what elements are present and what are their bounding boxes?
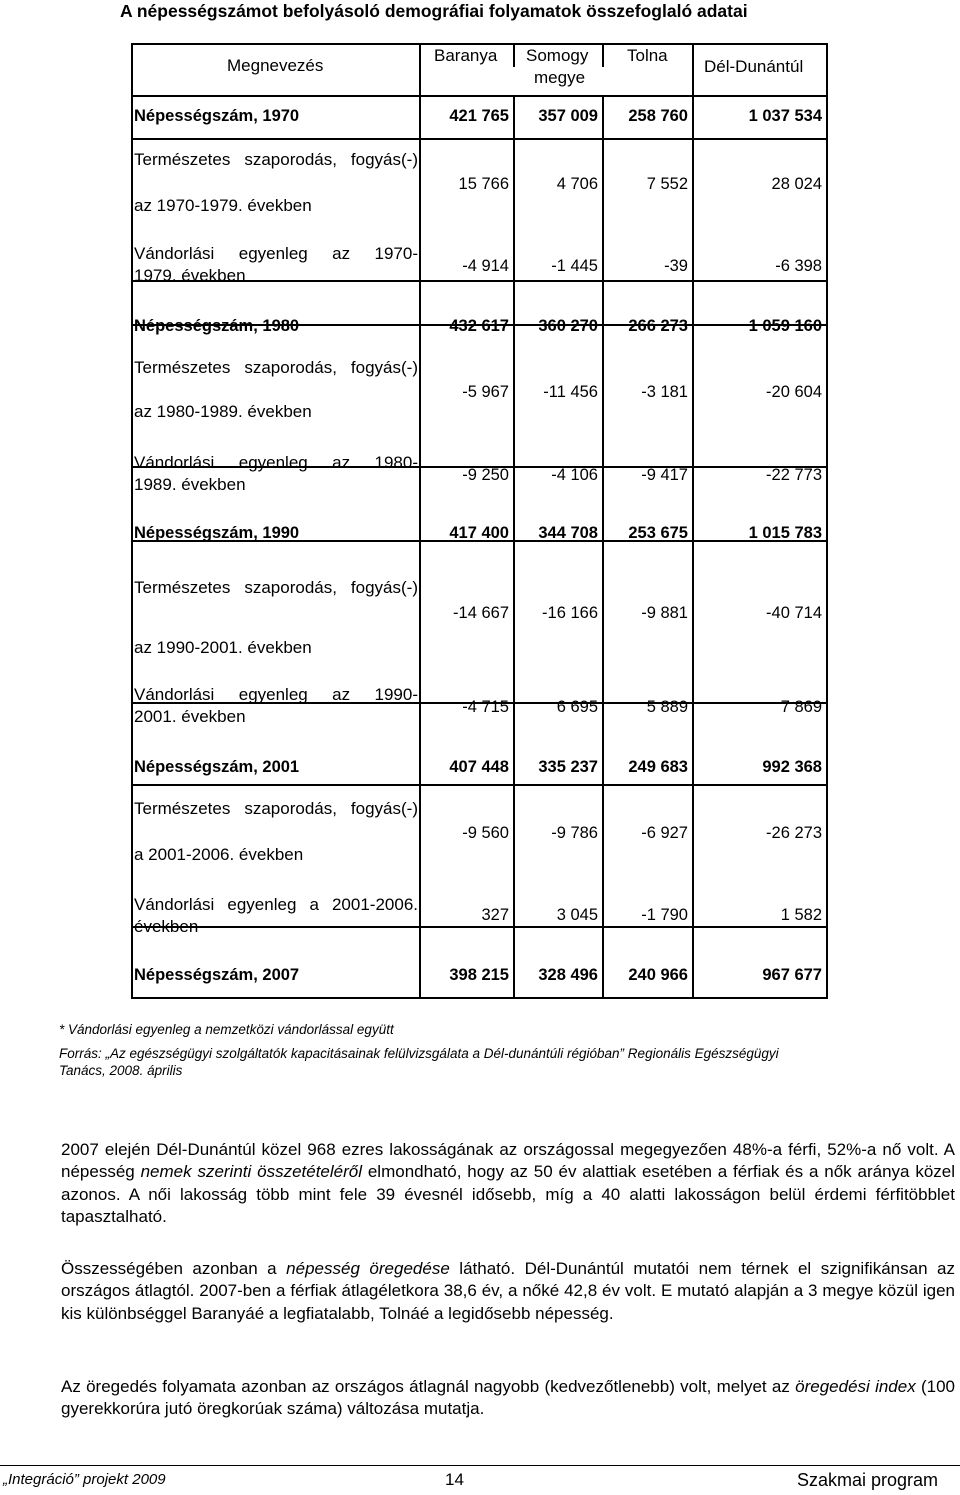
paragraph-1 [61,1139,955,1228]
row-label-line-2: az 1980-1989. években [134,402,312,421]
footer-rule [0,1465,960,1466]
table-cell: -39 [664,257,688,275]
p3-italic: öregedési index [795,1377,916,1396]
table-vline [692,95,694,999]
table-vline [602,43,604,67]
table-cell: 1 582 [780,906,822,924]
table-cell: 967 677 [762,966,822,984]
table-cell: -6 398 [775,257,822,275]
p2-italic: népesség öregedése [286,1259,450,1278]
row-label-line-2: az 1990-2001. években [134,638,312,657]
table-cell: 407 448 [449,758,509,776]
table-cell: 7 869 [780,698,822,716]
table-cell: 253 675 [628,524,688,542]
table-vline [692,43,694,95]
row-label-line-1: Vándorlási egyenleg az 1990- [134,685,418,704]
table-cell: -9 417 [641,466,688,484]
row-label-line-1: Természetes szaporodás, fogyás(-) [134,578,418,597]
row-label-line-1: Természetes szaporodás, fogyás(-) [134,150,418,169]
table-hline [131,43,828,45]
header-somogy: Somogy [526,46,589,65]
table-cell: 357 009 [538,107,598,125]
table-hline [131,784,828,786]
row-label: Népességszám, 2007 [134,966,300,984]
table-cell: 28 024 [771,175,822,193]
table-cell: 4 706 [556,175,598,193]
table-hline [131,997,828,999]
table-cell: 328 496 [538,966,598,984]
row-label: Népességszám, 1970 [134,107,300,125]
source-line-2: Tanács, 2008. április [59,1063,183,1078]
table-cell: 266 273 [628,317,688,335]
table-vline [513,43,515,67]
table-cell: 258 760 [628,107,688,125]
p1-text-a: 2007 elején Dél-Dunántúl közel 968 ezres lakosságának az országossal megegyezően 48%-a férfi, 52%-a nő volt. A népesség [61,1140,955,1182]
page-title: A népességszámot befolyásoló demográfiai folyamatok összefoglaló adatai [120,1,748,21]
table-cell: -1 445 [551,257,598,275]
table-cell: 360 270 [538,317,598,335]
footer-project: „Integráció” projekt 2009 [3,1471,166,1488]
table-cell: 3 045 [556,906,598,924]
table-cell: 7 552 [646,175,688,193]
table-cell: -4 715 [462,698,509,716]
table-cell: 1 059 160 [748,317,822,335]
row-label: Népességszám, 1980 [134,317,300,335]
row-label-line-1: Természetes szaporodás, fogyás(-) [134,799,418,818]
table-cell: 417 400 [449,524,509,542]
table-hline [131,138,828,140]
source-note [59,1045,939,1079]
data-table [131,43,828,998]
row-label-line-1: Vándorlási egyenleg a 2001-2006. [134,895,418,914]
table-cell: -20 604 [766,383,822,401]
p1-italic: nemek szerinti összetételéről [140,1162,363,1182]
header-megye: megye [534,68,586,87]
table-cell: -9 250 [462,466,509,484]
row-label-line-2: az 1970-1979. években [134,196,312,215]
table-cell: 335 237 [538,758,598,776]
table-hline [131,95,828,97]
table-cell: -26 273 [766,824,822,842]
table-cell: -5 967 [462,383,509,401]
row-label-line-2: években [134,917,199,936]
table-cell: 249 683 [628,758,688,776]
table-cell: -11 456 [543,383,598,401]
table-cell: -9 881 [641,604,688,622]
table-cell: 240 966 [628,966,688,984]
row-label-line-2: 2001. években [134,707,246,726]
paragraph-3 [61,1376,955,1421]
row-label-line-2: a 2001-2006. években [134,845,304,864]
footnote: * Vándorlási egyenleg a nemzetközi vándorlással együtt [59,1022,394,1037]
footer-section: Szakmai program [797,1470,939,1490]
header-baranya: Baranya [434,46,498,65]
table-cell: -14 667 [453,604,509,622]
table-cell: 398 215 [449,966,509,984]
table-cell: -3 181 [641,383,688,401]
table-cell: -22 773 [766,466,822,484]
table-cell: -4 106 [551,466,598,484]
table-cell: 344 708 [538,524,598,542]
table-cell: 432 617 [449,317,509,335]
table-cell: 327 [481,906,509,924]
table-vline [826,43,828,999]
paragraph-2 [61,1258,955,1325]
p3-text-b: (100 gyerekkorúra jutó öregkorúak száma) változása mutatja. [61,1377,956,1419]
table-cell: -1 790 [641,906,688,924]
row-label-line-2: 1989. években [134,475,246,494]
table-cell: 6 695 [556,698,598,716]
table-cell: 1 037 534 [748,107,822,125]
table-cell: -16 166 [542,604,598,622]
row-label-line-1: Természetes szaporodás, fogyás(-) [134,358,418,377]
p1-text-b: elmondható, hogy az 50 év alattiak esetében a férfiak és a nők aránya közel azonos. A női lakosság több mint fele 39 évesnél idősebb, míg a 40 alatti lakosságon belül érdemi férfitöbblet tapasztalható. [61,1162,956,1226]
table-vline [602,95,604,999]
source-line-1: Forrás: „Az egészségügyi szolgáltatók kapacitásainak felülvizsgálata a Dél-dunántúli régióban” Regionális Egészségügyi [59,1046,779,1061]
p2-text-a: Összességében azonban a [61,1259,287,1278]
table-cell: -40 714 [766,604,822,622]
table-cell: -9 560 [462,824,509,842]
header-region: Dél-Dunántúl [704,57,804,76]
table-vline [513,95,515,999]
row-label: Népességszám, 2001 [134,758,300,776]
table-cell: 15 766 [458,175,509,193]
table-cell: -4 914 [462,257,509,275]
header-tolna: Tolna [627,46,668,65]
row-label: Népességszám, 1990 [134,524,300,542]
row-label-line-1: Vándorlási egyenleg az 1980- [134,453,418,472]
table-cell: 5 889 [646,698,688,716]
table-cell: -9 786 [551,824,598,842]
table-cell: 421 765 [449,107,509,125]
table-vline [131,43,133,999]
table-cell: -6 927 [641,824,688,842]
table-cell: 1 015 783 [748,524,822,542]
p2-text-b: látható. Dél-Dunántúl mutatói nem térnek el szignifikánsan az országos átlagtól. 2007-ben a férfiak átlagéletkora 38,6 év, a nőké 42,8 év volt. E mutató alapján a 3 megye közül igen kis különbséggel Baranyáé a legfiatalabb, Tolnáé a legidősebb népesség. [61,1259,956,1323]
footer-page-number: 14 [445,1470,464,1489]
header-name: Megnevezés [227,56,324,75]
row-label-line-2: 1979. években [134,266,246,285]
p3-text-a: Az öregedés folyamata azonban az országos átlagnál nagyobb (kedvezőtlenebb) volt, melyet az [61,1377,796,1396]
table-cell: 992 368 [762,758,822,776]
row-label-line-1: Vándorlási egyenleg az 1970- [134,244,418,263]
